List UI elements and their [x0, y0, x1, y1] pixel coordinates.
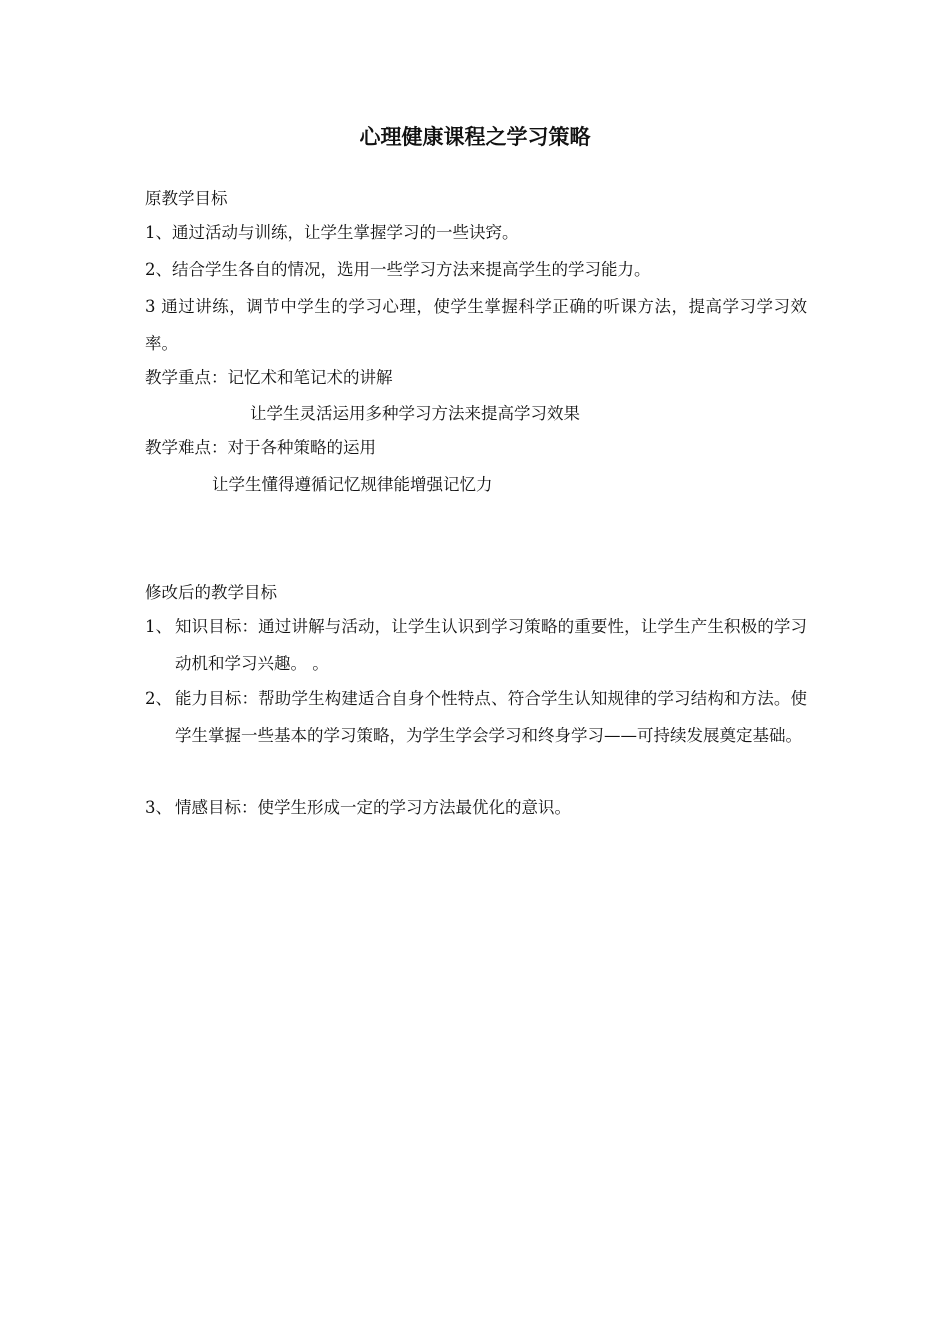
revised-goal-1-number: 1、 — [145, 617, 172, 636]
revised-goal-2-text: 能力目标：帮助学生构建适合自身个性特点、符合学生认知规律的学习结构和方法。使学生掌握一些基本的学习策略，为学生学会学习和终身学习——可持续发展奠定基础。 — [175, 689, 807, 745]
revised-goals-heading: 修改后的教学目标 — [145, 583, 277, 602]
difficulties-line: 教学难点：对于各种策略的运用 — [145, 438, 376, 457]
difficulties-extra: 让学生懂得遵循记忆规律能增强记忆力 — [212, 475, 493, 494]
original-goal-3: 3 通过讲练，调节中学生的学习心理，使学生掌握科学正确的听课方法，提高学习学习效率。 — [145, 297, 807, 353]
revised-goal-3 — [145, 789, 807, 826]
revised-goal-3-number: 3、 — [145, 798, 172, 817]
revised-goal-1-text: 知识目标：通过讲解与活动，让学生认识到学习策略的重要性，让学生产生积极的学习动机和学习兴趣。 。 — [175, 617, 807, 673]
revised-goal-3-text: 情感目标：使学生形成一定的学习方法最优化的意识。 — [175, 798, 571, 817]
original-goal-1: 1、通过活动与训练，让学生掌握学习的一些诀窍。 — [145, 223, 519, 242]
revised-goal-1 — [145, 608, 807, 682]
key-points-line: 教学重点：记忆术和笔记术的讲解 — [145, 368, 393, 387]
key-points-extra: 让学生灵活运用多种学习方法来提高学习效果 — [250, 404, 580, 423]
original-goal-2: 2、结合学生各自的情况，选用一些学习方法来提高学生的学习能力。 — [145, 260, 651, 279]
original-goals-heading: 原教学目标 — [145, 189, 228, 208]
revised-goal-2 — [145, 680, 807, 754]
document-title: 心理健康课程之学习策略 — [359, 125, 591, 149]
revised-goal-2-number: 2、 — [145, 689, 172, 708]
